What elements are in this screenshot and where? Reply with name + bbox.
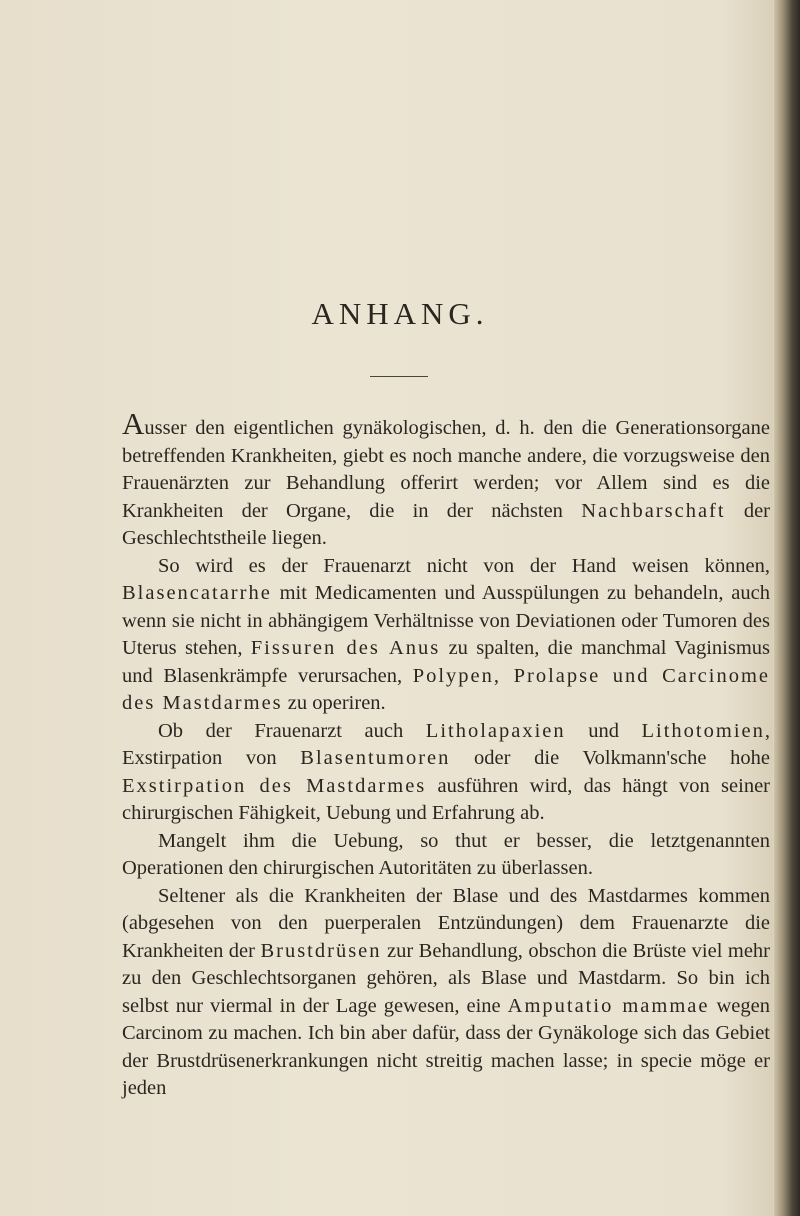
spaced-term: Lithotomien xyxy=(641,719,765,742)
spaced-term: Blasencatarrhe xyxy=(122,582,272,604)
text-run: wegen Carcinom zu machen. Ich bin aber dafür, dass der Gynäkologe sich das Gebiet der Brustdrüsenerkrankungen nicht streitig machen lasse; in specie möge er jeden xyxy=(122,994,770,1099)
paragraph xyxy=(122,883,770,1103)
paragraph xyxy=(122,718,770,828)
page-edge-shadow xyxy=(774,0,800,1216)
spaced-term: Litholapaxien xyxy=(425,719,566,742)
text-run: zur Behandlung, obschon die Brüste viel mehr zu den Geschlechtsorganen gehören, als Blase und Mastdarm. So bin ich selbst nur viermal in der Lage gewesen, eine xyxy=(122,939,770,1017)
text-run: der Geschlechtstheile liegen. xyxy=(122,499,770,549)
text-run: zu operiren. xyxy=(282,692,386,714)
spaced-term: Polypen, Prolapse und Carcinome des Mastdarmes xyxy=(122,664,771,714)
text-run: und xyxy=(565,719,642,742)
spaced-term: Fissuren des Anus xyxy=(250,637,441,659)
paragraph xyxy=(122,553,770,718)
text-run: , Exstirpation von xyxy=(122,719,770,769)
text-run: zu spalten, die manchmal Vaginismus und Blasenkrämpfe verursachen, xyxy=(122,637,770,687)
heading-divider xyxy=(370,376,428,377)
paragraph xyxy=(122,828,770,883)
text-run: Mangelt ihm die Uebung, so thut er besser, die letztgenannten Operationen den chirurgischen Autoritäten zu überlassen. xyxy=(122,829,770,879)
text-run: So wird es der Frauenarzt nicht von der Hand weisen können, xyxy=(158,554,770,577)
spaced-term: Blasentumoren xyxy=(300,747,451,769)
text-run: Seltener als die Krankheiten der Blase und des Mastdarmes kommen (abgesehen von den puerperalen Entzündungen) dem Frauenarzte die Krankheiten der xyxy=(122,884,770,962)
text-run: ausführen wird, das hängt von seiner chirurgischen Fähigkeit, Uebung und Erfahrung ab. xyxy=(122,774,770,824)
text-run: oder die Volkmann'sche hohe xyxy=(450,747,770,769)
drop-cap: A xyxy=(122,406,145,441)
spaced-term: Nachbarschaft xyxy=(581,499,726,522)
paragraph xyxy=(122,406,770,553)
text-run: usser den eigentlichen gynäkologischen, d. h. den die Generationsorgane betreffenden Krankheiten, giebt es noch manche andere, die vorzugsweise den Frauenärzten zur Behandlung offerirt werden; vor Allem sind es die Krankheiten der Organe, die in der nächsten xyxy=(122,417,770,522)
spaced-term: Exstirpation des Mastdarmes xyxy=(122,774,427,797)
text-run: Ob der Frauenarzt auch xyxy=(158,719,426,742)
spaced-term: Brustdrüsen xyxy=(260,939,382,962)
text-run: mit Medicamenten und Ausspülungen zu behandeln, auch wenn sie nicht in abhängigem Verhältnisse von Deviationen oder Tumoren des Uterus stehen, xyxy=(122,582,770,659)
section-heading: ANHANG. xyxy=(311,296,489,331)
spaced-term: Amputatio mammae xyxy=(507,994,710,1017)
body-text xyxy=(122,406,771,1103)
